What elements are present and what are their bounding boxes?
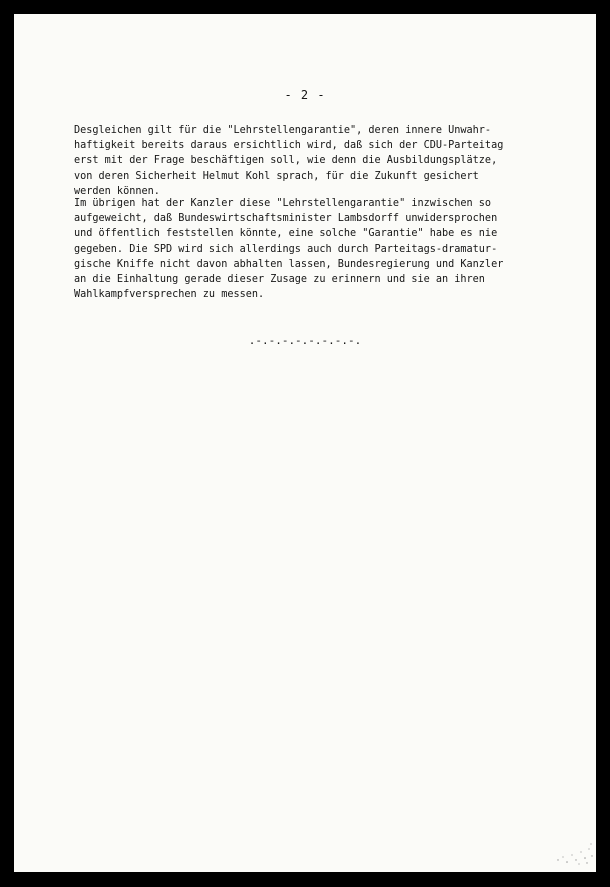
text-line: an die Einhaltung gerade dieser Zusage zu erinnern und sie an ihren: [74, 274, 485, 286]
text-line: erst mit der Frage beschäftigen soll, wie denn die Ausbildungsplätze,: [74, 155, 498, 167]
text-line: und öffentlich feststellen könnte, eine solche "Garantie" habe es nie: [74, 228, 498, 240]
text-line: aufgeweicht, daß Bundeswirtschaftsminister Lambsdorff unwidersprochen: [74, 213, 498, 225]
text-line: haftigkeit bereits daraus ersichtlich wird, daß sich der CDU-Parteitag: [74, 140, 504, 152]
document-page: [14, 14, 596, 872]
text-line: Wahlkampfversprechen zu messen.: [74, 289, 265, 301]
paragraph-1: [74, 123, 503, 199]
text-line: Desgleichen gilt für die "Lehrstellengarantie", deren innere Unwahr-: [74, 125, 492, 136]
text-line: von deren Sicherheit Helmut Kohl sprach, für die Zukunft gesichert: [74, 170, 479, 182]
text-line: werden können.: [74, 185, 160, 197]
text-line: gische Kniffe nicht davon abhalten lassen, Bundesregierung und Kanzler: [74, 258, 504, 270]
paragraph-2: [74, 196, 503, 302]
scan-noise: [554, 838, 594, 866]
page-number: - 2 -: [284, 88, 326, 102]
text-line: gegeben. Die SPD wird sich allerdings auch durch Parteitags-dramatur-: [74, 243, 498, 255]
text-line: Im übrigen hat der Kanzler diese "Lehrstellengarantie" inzwischen so: [74, 198, 492, 209]
section-separator: .-.-.-.-.-.-.-.-.: [248, 334, 362, 347]
